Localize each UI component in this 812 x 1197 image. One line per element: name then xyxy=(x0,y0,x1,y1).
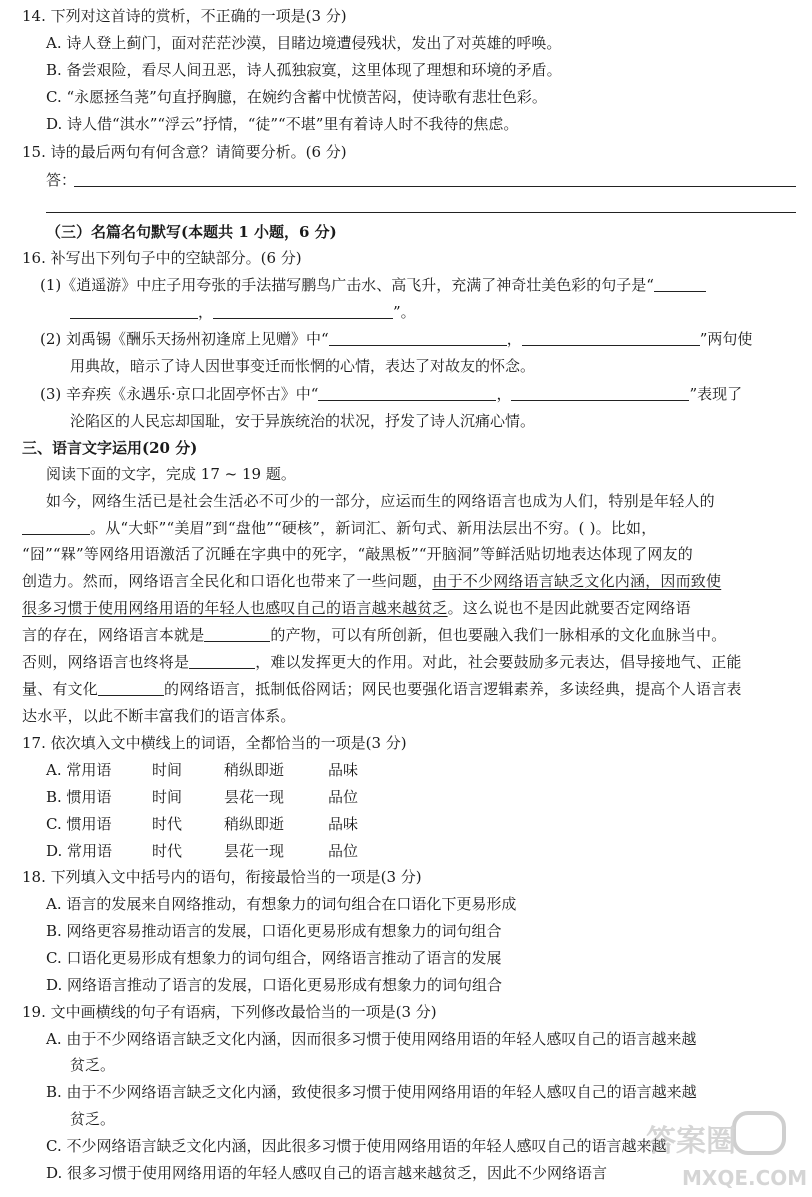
passage-blank-3[interactable] xyxy=(189,653,255,669)
q14-option-c: C. “永愿拯刍荛”句直抒胸臆，在婉约含蓄中忧愤苦闷，使诗歌有悲壮色彩。 xyxy=(46,88,547,106)
reading-intro: 阅读下面的文字，完成 17 ~ 19 题。 xyxy=(46,465,296,483)
q16-blank-1[interactable] xyxy=(654,276,706,292)
q16-stem: 16. 补写出下列句子中的空缺部分。(6 分) xyxy=(22,249,302,267)
passage-line-2: 。从“大虾”“美眉”到“盘他”“硬核”，新词汇、新句式、新用法层出不穷。( )。比如， xyxy=(22,518,656,538)
q19-option-d-line1: D. 很多习惯于使用网络用语的年轻人感叹自己的语言越来越贫乏，因此不少网络语言 xyxy=(46,1164,608,1182)
q17-option-a: A. 常用语 时间 稍纵即逝 品味 xyxy=(46,761,359,779)
q16-part1-line2: ， ”。 xyxy=(70,302,416,322)
passage-line-4: 创造力。然而，网络语言全民化和口语化也带来了一些问题，由于不少网络语言缺乏文化内涵，因而致使 xyxy=(22,572,722,590)
q16-part1-line1: (1)《逍遥游》中庄子用夸张的手法描写鹏鸟广击水、高飞升，充满了神奇壮美色彩的句子是“ xyxy=(40,275,706,295)
watermark-seal-shape xyxy=(734,1113,784,1153)
passage-line-9: 达水平，以此不断丰富我们的语言体系。 xyxy=(22,707,296,725)
section-language-heading: 三、语言文字运用(20 分) xyxy=(22,439,198,457)
q14-option-a: A. 诗人登上蓟门，面对茫茫沙漠，目睹边境遭侵残状，发出了对英雄的呼唤。 xyxy=(46,34,562,52)
q17-option-b: B. 惯用语 时间 昙花一现 品位 xyxy=(46,788,359,806)
section-3-heading: （三）名篇名句默写(本题共 1 小题，6 分) xyxy=(46,223,337,241)
passage-blank-2[interactable] xyxy=(204,626,270,642)
q16-part2-line1: (2) 刘禹锡《酬乐天扬州初逢席上见赠》中“ ， ”两句使 xyxy=(40,330,753,348)
q15-answer-line-1 xyxy=(74,186,796,187)
passage-line-3: “囧”“槑”等网络用语激活了沉睡在字典中的死字，“敲黑板”“开脑洞”等鲜活贴切地表达体现了网友的 xyxy=(22,545,693,563)
passage-underlined-sentence-b: 很多习惯于使用网络用语的年轻人也感叹自己的语言越来越贫乏 xyxy=(22,599,448,617)
watermark-logo xyxy=(638,1111,808,1191)
watermark-site-text: MXQE.COM xyxy=(682,1166,808,1190)
q16-blank-5[interactable] xyxy=(522,330,700,346)
q19-option-c-line1: C. 不少网络语言缺乏文化内涵，因此很多习惯于使用网络用语的年轻人感叹自己的语言越来越 xyxy=(46,1137,667,1155)
q18-option-d: D. 网络语言推动了语言的发展，口语化更易形成有想象力的词句组合 xyxy=(46,976,503,994)
q14-stem: 14. 下列对这首诗的赏析，不正确的一项是(3 分) xyxy=(22,7,347,25)
q17-option-c: C. 惯用语 时代 稍纵即逝 品味 xyxy=(46,815,359,833)
q19-option-a-line2: 贫乏。 xyxy=(70,1056,116,1074)
q16-part2-line2: 用典故，暗示了诗人因世事变迁而怅惘的心情，表达了对故友的怀念。 xyxy=(70,357,536,375)
passage-underlined-sentence-a: 由于不少网络语言缺乏文化内涵，因而致使 xyxy=(432,572,722,590)
passage-line-7: 否则，网络语言也终将是 ，难以发挥更大的作用。对此，社会要鼓励多元表达，倡导接地气、正能 xyxy=(22,653,742,671)
q18-option-c: C. 口语化更易形成有想象力的词句组合，网络语言推动了语言的发展 xyxy=(46,949,502,967)
q14-option-d: D. 诗人借“淇水”“浮云”抒情，“徒”“不堪”里有着诗人时不我待的焦虑。 xyxy=(46,115,519,133)
passage-line-5: 很多习惯于使用网络用语的年轻人也感叹自己的语言越来越贫乏。这么说也不是因此就要否定网络语 xyxy=(22,599,691,617)
passage-line-6: 言的存在，网络语言本就是 的产物，可以有所创新，但也要融入我们一脉相承的文化血脉当中。 xyxy=(22,626,727,644)
q14-option-b: B. 备尝艰险，看尽人间丑恶，诗人孤独寂寞，这里体现了理想和环境的矛盾。 xyxy=(46,61,562,79)
watermark-logo-text: 答案圈 xyxy=(646,1124,736,1159)
q18-option-b: B. 网络更容易推动语言的发展，口语化更易形成有想象力的词句组合 xyxy=(46,922,502,940)
q18-option-a: A. 语言的发展来自网络推动，有想象力的词句组合在口语化下更易形成 xyxy=(46,895,517,913)
q16-blank-6[interactable] xyxy=(318,385,496,401)
q16-part3-line1: (3) 辛弃疾《永遇乐·京口北固亭怀古》中“ ， ”表现了 xyxy=(40,385,743,403)
q16-blank-4[interactable] xyxy=(329,330,507,346)
q17-option-d: D. 常用语 时代 昙花一现 品位 xyxy=(46,842,359,860)
q19-option-b-line2: 贫乏。 xyxy=(70,1110,116,1128)
q16-part3-line2: 沦陷区的人民忘却国耻，安于异族统治的状况，抒发了诗人沉痛心情。 xyxy=(70,412,536,430)
passage-blank-1[interactable] xyxy=(22,519,90,535)
q16-blank-7[interactable] xyxy=(511,385,689,401)
q16-blank-3[interactable] xyxy=(213,303,393,319)
q19-option-b-line1: B. 由于不少网络语言缺乏文化内涵，致使很多习惯于使用网络用语的年轻人感叹自己的语言越来越 xyxy=(46,1083,697,1101)
q15-answer-line-2 xyxy=(46,212,796,213)
q16-blank-2[interactable] xyxy=(70,303,198,319)
passage-blank-4[interactable] xyxy=(98,680,164,696)
q18-stem: 18. 下列填入文中括号内的语句，衔接最恰当的一项是(3 分) xyxy=(22,868,422,886)
q15-answer-label: 答： xyxy=(46,171,77,189)
q17-stem: 17. 依次填入文中横线上的词语，全都恰当的一项是(3 分) xyxy=(22,734,407,752)
passage-line-1: 如今，网络生活已是社会生活必不可少的一部分，应运而生的网络语言也成为人们，特别是年轻人的 xyxy=(46,492,715,510)
q15-stem: 15. 诗的最后两句有何含意？请简要分析。(6 分) xyxy=(22,143,347,161)
q19-stem: 19. 文中画横线的句子有语病，下列修改最恰当的一项是(3 分) xyxy=(22,1003,437,1021)
passage-line-8: 量、有文化 的网络语言，抵制低俗网话；网民也要强化语言逻辑素养，多读经典，提高个人语言表 xyxy=(22,680,742,698)
q19-option-a-line1: A. 由于不少网络语言缺乏文化内涵，因而很多习惯于使用网络用语的年轻人感叹自己的语言越来越 xyxy=(46,1030,697,1048)
